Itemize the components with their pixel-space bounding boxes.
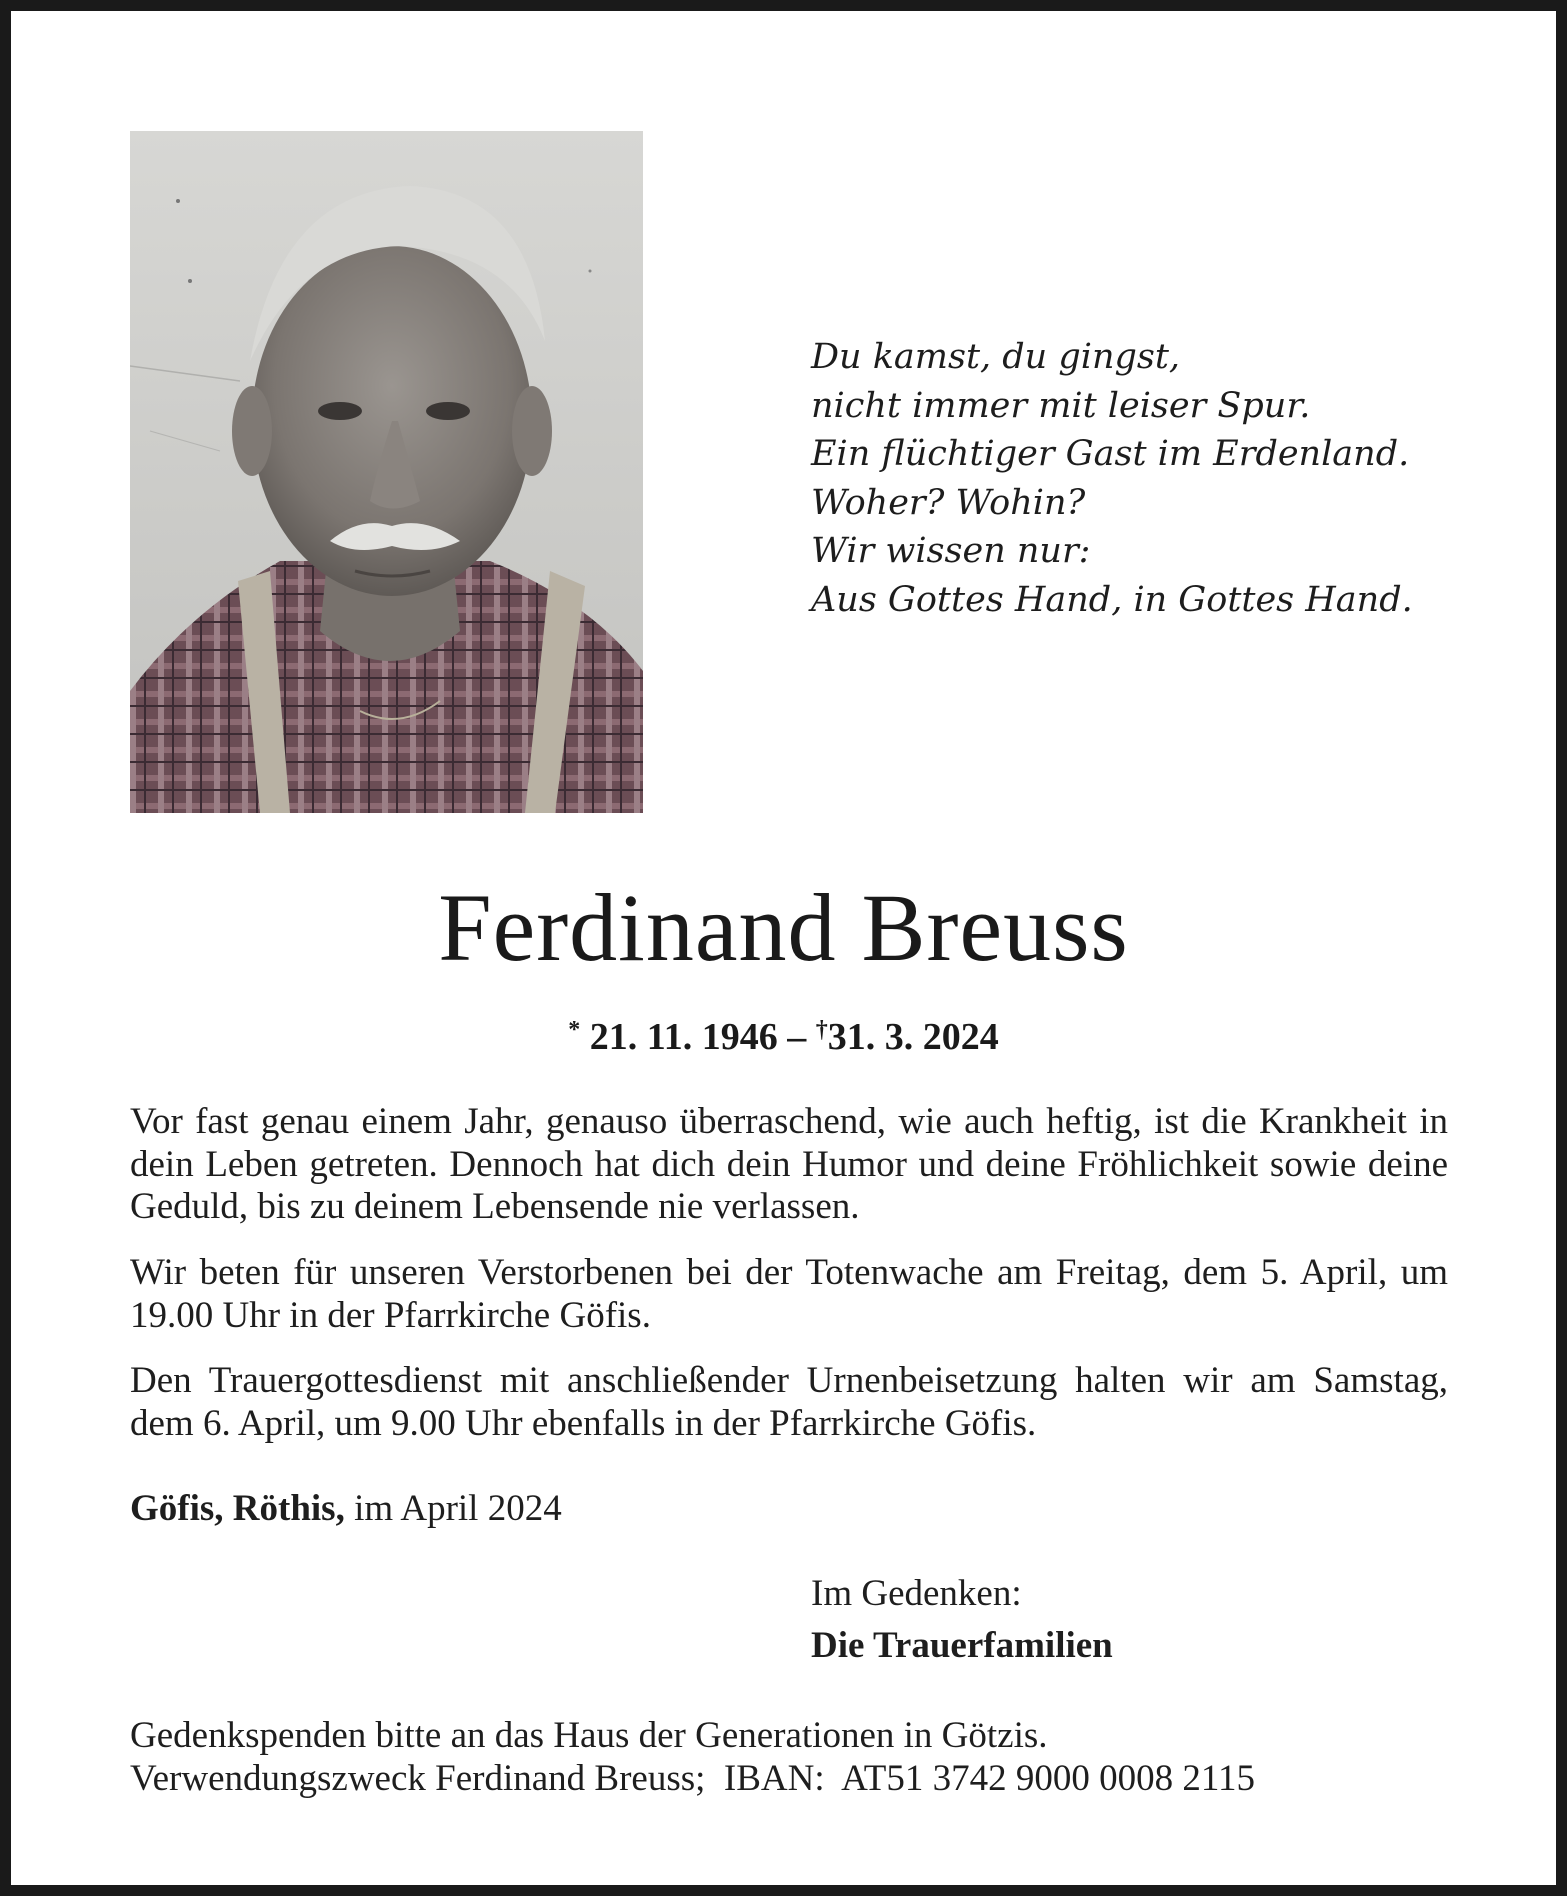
- poem-line: Woher? Wohin?: [811, 482, 1086, 523]
- poem: [811, 333, 1413, 625]
- portrait-illustration: [130, 131, 643, 813]
- death-symbol: †: [815, 1017, 828, 1043]
- birth-date: 21. 11. 1946: [589, 1016, 778, 1058]
- memory-family: Die Trauerfamilien: [811, 1625, 1113, 1666]
- poem-line: Wir wissen nur:: [811, 531, 1091, 572]
- place-date: [130, 1487, 562, 1531]
- paragraph-wake: Wir beten für unseren Verstorbenen bei der Totenwache am Freitag, dem 5. April, um 19.00 Uhr in der Pfarrkirche Göfis.: [130, 1252, 1448, 1336]
- date-separator: –: [787, 1016, 807, 1058]
- poem-line: Ein flüchtiger Gast im Erdenland.: [811, 434, 1410, 475]
- paragraph-funeral: Den Trauergottesdienst mit anschließender Urnenbeisetzung halten wir am Samstag, dem 6. April, um 9.00 Uhr ebenfalls in der Pfarrkirche Göfis.: [130, 1360, 1448, 1444]
- poem-line: Aus Gottes Hand, in Gottes Hand.: [811, 579, 1413, 620]
- life-dates: [11, 1007, 1556, 1060]
- poem-line: Du kamst, du gingst,: [811, 337, 1181, 377]
- donation-line: Gedenkspenden bitte an das Haus der Generationen in Götzis.: [130, 1715, 1048, 1756]
- birth-symbol: *: [568, 1017, 581, 1043]
- memory-signature: [811, 1568, 1113, 1672]
- memory-label: Im Gedenken:: [811, 1573, 1022, 1614]
- donation-line: Verwendungszweck Ferdinand Breuss; IBAN: AT51 3742 9000 0008 2115: [130, 1758, 1255, 1799]
- deceased-name: Ferdinand Breuss: [438, 874, 1129, 981]
- poem-line: nicht immer mit leiser Spur.: [811, 385, 1311, 426]
- place-month: im April 2024: [354, 1488, 562, 1529]
- portrait-photo: [130, 131, 643, 813]
- paragraph-illness: Vor fast genau einem Jahr, genauso überraschend, wie auch heftig, ist die Krankheit in dein Leben getreten. Dennoch hat dich dein Humor und deine Fröhlichkeit sowie deine Geduld, bis zu deinem Lebensende nie verlassen.: [130, 1101, 1448, 1227]
- death-date: 31. 3. 2024: [827, 1016, 999, 1058]
- place-towns: Göfis, Röthis,: [130, 1488, 345, 1529]
- donation-note: [130, 1714, 1255, 1800]
